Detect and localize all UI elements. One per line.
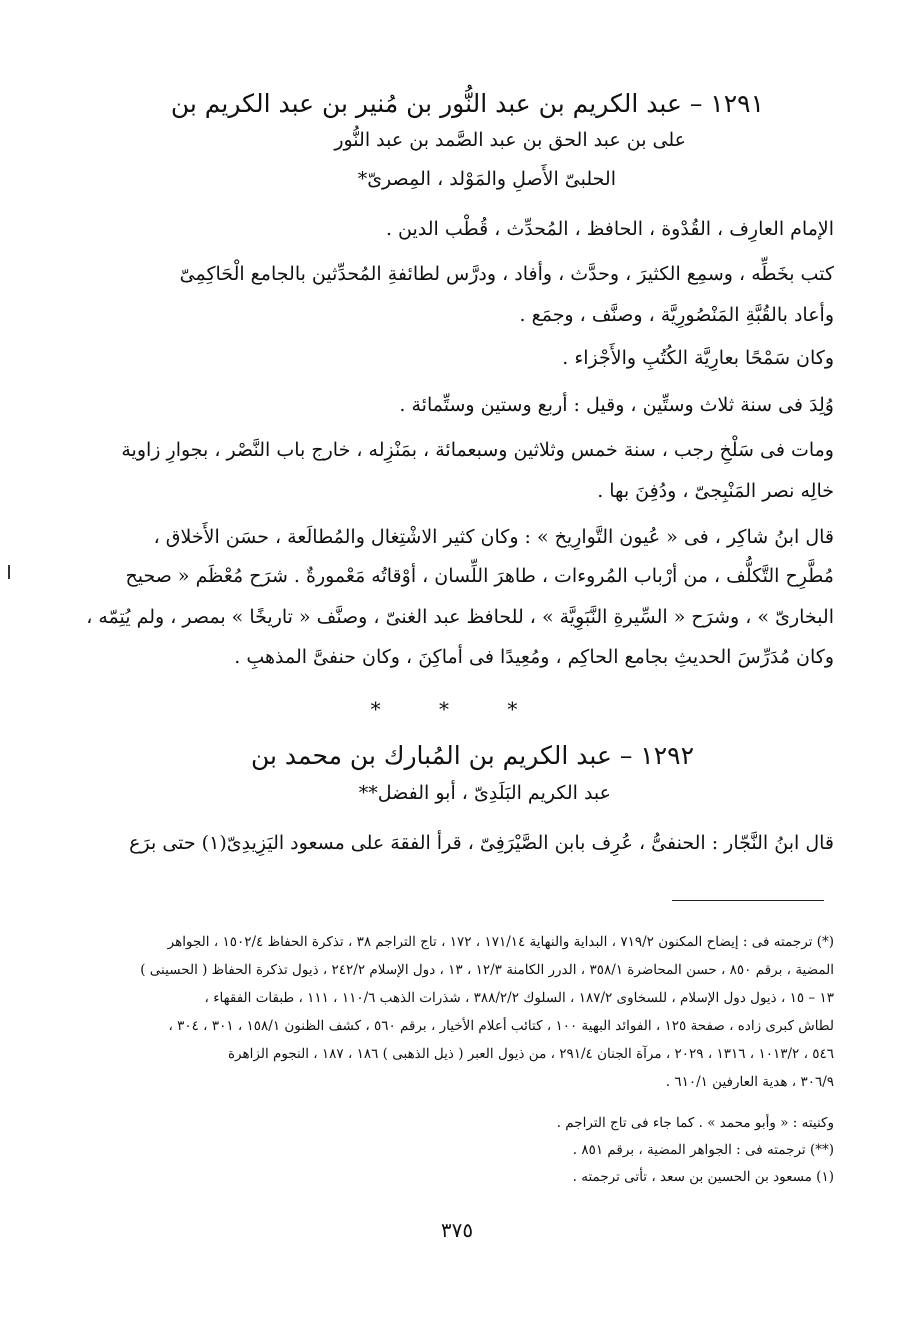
entry-1291-line: خالِه نصر المَنْبِجىّ ، ودُفِنَ بها . xyxy=(597,480,834,502)
entry-1291-line: البخارىّ » ، وشرَح « السِّيرةِ النَّبَوِيَّة » ، للحافظ عبد الغنىّ ، وصنَّف « تاريخًا » بمصر ، ولم يُتِمّه ، xyxy=(86,606,834,628)
footnote-line: ٣٠٦/٩ ، هدية العارفين ٦١٠/١ . xyxy=(665,1074,834,1090)
entry-1291-heading-2: على بن عبد الحق بن عبد الصَّمد بن عبد النُّور xyxy=(334,129,686,151)
entry-1291-line: وكان سَمْحًا بعارِيَّة الكُتُبِ والأَجْزاء . xyxy=(562,347,834,369)
footnote-line: ١٣ – ١٥ ، ذيول دول الإسلام ، للسخاوى ١٨٧/٢ ، السلوك ٣٨٨/٢/٢ ، شذرات الذهب ١١٠/٦ ، ١١١ ، طبقات الفقهاء ، xyxy=(204,990,834,1006)
entry-1291-line: وأعاد بالقُبَّةِ المَنْصُورِيَّة ، وصنَّف ، وجمَع . xyxy=(519,304,834,326)
entry-1292-heading: ١٢٩٢ – عبد الكريم بن المُبارك بن محمد بن xyxy=(250,741,694,770)
section-separator-stars: * * * xyxy=(370,697,544,721)
entry-1291-line: الإمام العارِف ، القُدْوة ، الحافظ ، المُحدِّث ، قُطْب الدين . xyxy=(385,218,834,240)
entry-1291-heading: ١٢٩١ – عبد الكريم بن عبد النُّور بن مُنير بن عبد الكريم بن xyxy=(170,89,764,118)
entry-1291-line: قال ابنُ شاكِر ، فى « عُيون التَّوارِيخ » : وكان كثير الاشْتِغال والمُطالَعة ، حسَن الأَخلاق ، xyxy=(153,526,834,548)
footnote-line: ٥٤٦ ، ١٠١٣/٢ ، ١٣١٦ ، ٢٠٢٩ ، مرآة الجنان ٢٩١/٤ ، من ذيول العبر ( ذيل الذهبى ) ١٨٦ ، ١٨٧ ، النجوم الزاهرة xyxy=(227,1046,834,1062)
entry-1291-line: وُلِدَ فى سنة ثلاث وستِّين ، وقيل : أربع وستين وستِّمائة . xyxy=(399,394,834,416)
footnote-line: المضية ، برقم ٨٥٠ ، حسن المحاضرة ٣٥٨/١ ، الدرر الكامنة ١٢/٣ ، ١٣ ، دول الإسلام ٢٤٢/٢ ، ذيول تذكرة الحفاظ ( الحسينى ) xyxy=(140,962,834,978)
entry-1291-line: كتب بخَطِّه ، وسمِع الكثيرَ ، وحدَّث ، وأفاد ، ودرَّس لطائفةِ المُحدِّثين بالجامع الْحَاكِمِىّ xyxy=(179,263,834,285)
footnote-line: (١) مسعود بن الحسين بن سعد ، تأتى ترجمته . xyxy=(572,1169,834,1185)
entry-1291-line: ومات فى سَلْخِ رجب ، سنة خمس وثلاثين وسبعمائة ، بمَنْزِله ، خارج باب النَّصْر ، بجوارِ زاوية xyxy=(121,439,834,461)
entry-1291-heading-3: الحلبىّ الأَصلِ والمَوْلد ، المِصرىّ* xyxy=(357,168,616,190)
margin-mark xyxy=(8,565,10,579)
entry-1292-line: قال ابنُ النَّجّار : الحنفىُّ ، عُرِف بابن الصَّيْرَفِىّ ، قرأ الفقهَ على مسعود اليَزِيدِىّ(١) حتى برَع xyxy=(129,832,834,854)
page-number: ٣٧٥ xyxy=(440,1218,474,1242)
entry-1291-line: وكان مُدَرِّسَ الحديثِ بجامع الحاكِم ، ومُعِيدًا فى أماكِنَ ، وكان حنفىَّ المذهبِ . xyxy=(234,646,834,668)
entry-1292-heading-2: عبد الكريم البَلَدِىّ ، أبو الفضل** xyxy=(358,782,611,804)
footnote-separator xyxy=(672,900,824,901)
footnote-line: (*) ترجمته فى : إيضاح المكنون ٧١٩/٢ ، البداية والنهاية ١٧١/١٤ ، ١٧٢ ، تاج التراجم ٣٨ ، تذكرة الحفاظ ١٥٠٢/٤ ، الجواهر xyxy=(167,934,834,950)
entry-1291-line: مُطَّرِح التَّكلُّف ، من أرْباب المُروءات ، طاهرَ اللِّسان ، أوْقاتُه مَعْمورةٌ . شرَح مُعْظَم « صحيح xyxy=(125,565,834,587)
footnote-line: لطاش كبرى زاده ، صفحة ١٢٥ ، الفوائد البهية ١٠٠ ، كتائب أعلام الأخيار ، برقم ٥٦٠ ، كشف الظنون ١٥٨/١ ، ٣٠١ ، ٣٠٤ ، xyxy=(168,1018,834,1034)
footnote-line: وكنيته : « وأبو محمد » . كما جاء فى تاج التراجم . xyxy=(556,1115,834,1131)
footnote-line: (**) ترجمته فى : الجواهر المضية ، برقم ٨٥١ . xyxy=(572,1142,834,1158)
